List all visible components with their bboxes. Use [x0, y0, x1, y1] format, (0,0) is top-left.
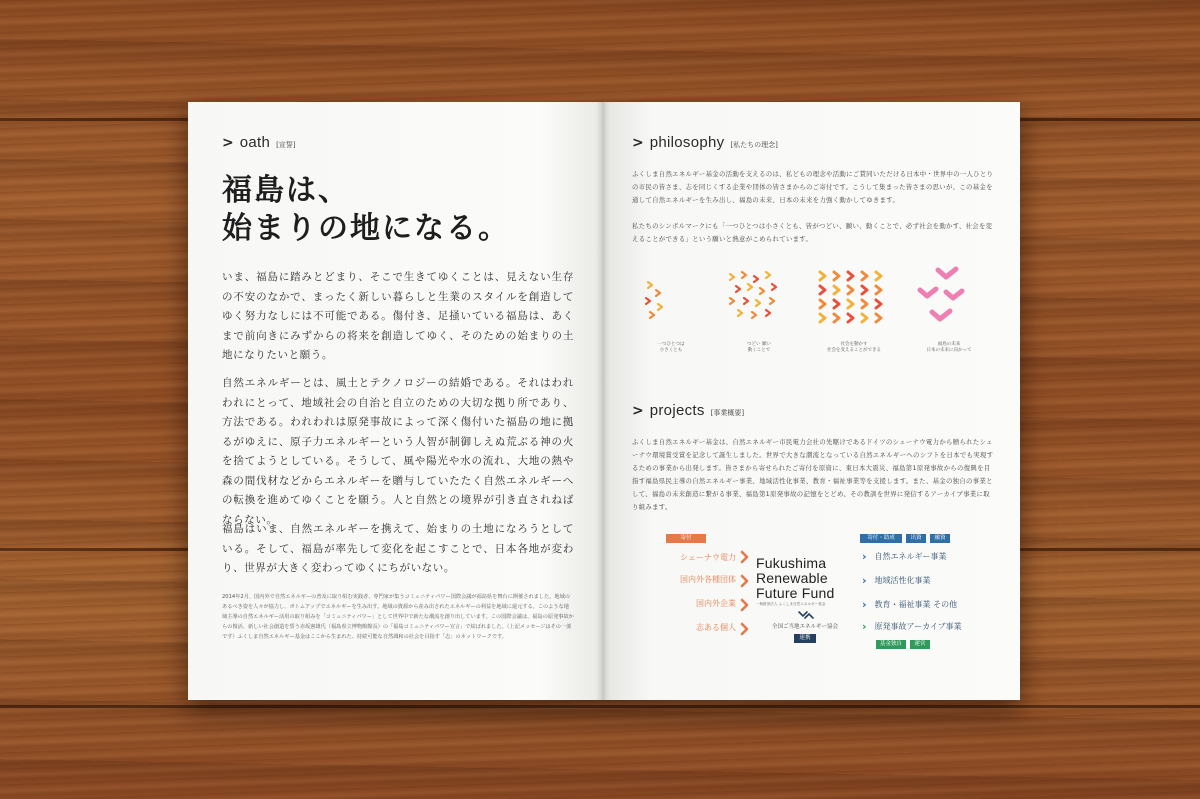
project-item: › 地域活性化事業 [862, 574, 931, 587]
open-booklet [188, 102, 1020, 700]
chevron-right-icon: › [862, 574, 867, 587]
projects-title: projects [649, 402, 705, 419]
chevron-right-icon: › [862, 620, 867, 633]
philosophy-text-2: 私たちのシンボルマークにも「一つひとつは小さくとも、皆がつどい、願い、動くことで、必ず社会を動かす、社会を変えることができる」という願いと熱意がこめられています。 [632, 222, 993, 243]
project-item: › 教育・福祉事業 その他 [862, 598, 958, 611]
donor-item: 志ある個人 [696, 623, 736, 632]
oath-title: oath [239, 134, 271, 151]
heart-chevron-cluster-icon [910, 260, 988, 340]
oath-tag: [宣誓] [276, 141, 296, 149]
fund-flow-diagram [632, 534, 1002, 654]
partnership-tag: 連携 [794, 634, 816, 643]
grant-tag: 寄付・助成 [860, 534, 902, 543]
projects-tag: [事業概要] [710, 409, 745, 417]
loan-tag: 融資 [930, 534, 950, 543]
fund-name: Fukushima Renewable Future Fund [756, 555, 835, 601]
chevron-grid-large-icon [812, 260, 896, 340]
symbol-mark-2 [720, 260, 798, 360]
fund-own-tag: 基金独自 [876, 640, 906, 649]
oath-section-header [222, 134, 296, 151]
page-headline [222, 172, 510, 248]
chevron-right-icon: > [632, 403, 644, 419]
chevron-cluster-small-icon [632, 260, 710, 340]
symbol-mark-caption-2: つどい 願い 動くことで [747, 342, 771, 353]
symbol-mark-caption-1: 一つひとつは 小さくとも [657, 342, 685, 353]
donation-tag: 寄付 [666, 534, 706, 543]
symbol-mark-4 [910, 260, 988, 360]
operation-tag: 運営 [910, 640, 930, 649]
project-item: › 自然エネルギー事業 [862, 550, 947, 563]
chevron-right-icon: › [862, 598, 867, 611]
symbol-mark-caption-4: 福島の未来 日本の未来に向かって [926, 342, 972, 353]
oath-paragraph-3: 福島はいま、自然エネルギーを携えて、始まりの土地になろうとしている。そして、福島が率先して変化を起こすことで、日本各地が変わり、世界が大きく変わってゆくにちがいない。 [222, 523, 574, 574]
oath-paragraph-1: いま、福島に踏みとどまり、そこで生きてゆくことは、見えない生存の不安のなかで、まったく新しい暮らしと生業のスタイルを創造してゆく努力なしには不可能である。傷付き、足掻いている福島は、あくまで前向きにみずからの将来を創造してゆく、そのための始まりの土地になりたいと願う。 [222, 271, 574, 361]
chevron-cluster-medium-icon [720, 260, 798, 340]
headline-line-2: 始まりの地になる。 [222, 211, 510, 246]
projects-section-header [632, 402, 744, 419]
chevron-right-icon: > [222, 135, 234, 151]
donor-item: 国内外各種団体 [680, 575, 736, 584]
investment-tag: 出資 [906, 534, 926, 543]
booklet-spine [596, 102, 610, 700]
philosophy-text-1: ふくしま自然エネルギー基金の活動を支えるのは、私どもの理念や活動にご賛同いただける日本中・世界中の一人ひとりの市民の皆さま、志を同じくする企業や団体の皆さまからのご寄付です。こうして集まった皆さまの思いが、この基金を通して自然エネルギーを生み出し、福島の未来、日本の未来を力強く動かしてゆきます。 [632, 170, 994, 204]
left-page [188, 102, 602, 700]
symbol-mark-3 [812, 260, 890, 360]
link-arrows-icon [796, 610, 816, 620]
chevron-right-icon: › [862, 550, 867, 563]
chevron-right-icon: > [632, 135, 644, 151]
right-page [602, 102, 1020, 700]
donor-item: 国内外企業 [696, 599, 736, 608]
donor-item: シェーナウ電力 [680, 553, 736, 562]
project-item: › 原発事故アーカイブ事業 [862, 620, 962, 633]
association-name: 全国ご当地エネルギー協会 [771, 624, 838, 630]
fine-print: 2014年2月、国内外で自然エネルギーの普及に取り組む実践者、専門家が集うコミュニティパワー国際会議が福島県を舞台に開催されました。地域のあるべき姿を人々が協力し、ボトムアップでエネルギーを生み出す。地域の資源から産み出されたエネルギーの利益を地域に還元する。このような地域主導の自然エネルギー活用の取り組みを「コミュニティパワー」として世界中で新たな潮流を創り出しています。この国際会議は、福島の原発事故からの復活、新しい社会創造を誓う赤坂憲雄氏（福島県立博物館館長）の「福島コミュニティパワー宣言」で結ばれました。（上記メッセージはその一部です）ふくしま自然エネルギー基金はここから生まれた、持続可能な自然調和の社会を目指す「志」のネットワークです。 [222, 594, 574, 640]
headline-line-1: 福島は、 [222, 173, 350, 208]
symbol-mark-1 [632, 260, 710, 360]
philosophy-title: philosophy [649, 134, 725, 151]
symbol-mark-caption-3: 社会を動かす 社会を変えることができる [827, 342, 881, 353]
philosophy-section-header [632, 134, 778, 151]
fund-subtitle: 一般財団法人 ふくしま自然エネルギー基金 [756, 602, 826, 606]
projects-text: ふくしま自然エネルギー基金は、自然エネルギー市民電力会社の先駆けであるドイツのシェーナウ電力から贈られたシェーナウ環境賞受賞を記念して誕生しました。世界で大きな潮流となっている自然エネルギーへのシフトを日本でも実現するための事業から出発します。皆さまから寄せられたご寄付を原資に、東日本大震災、福島第1原発事故からの復興を目指す福島県民主導の自然エネルギー事業、地域活性化事業、教育・福祉事業等を支援します。また、基金の独自の事業として、福島の未来創造に繋がる事業、福島第1原発事故の記憶をとどめ、その教訓を世界に発信するアーカイブ事業に取り組みます。 [632, 438, 994, 511]
philosophy-tag: [私たちの理念] [730, 141, 778, 149]
symbol-mark-sequence [632, 260, 996, 360]
oath-paragraph-2: 自然エネルギーとは、風土とテクノロジーの結婚である。それはわれわれにとって、地域社会の自治と自立のための大切な拠り所であり、方法である。われわれは原発事故によって深く傷付いた福島の地に拠るがゆえに、原子力エネルギーという人智が制御しえぬ荒ぶる神の火を捨てようとしている。そうして、風や陽光や水の流れ、大地の熱や森の間伐材などからエネルギーを贈与していたたく自然エネルギーへの転換を進めてゆくことを願う。人と自然との境界が引き直されねばならない。 [222, 377, 574, 526]
